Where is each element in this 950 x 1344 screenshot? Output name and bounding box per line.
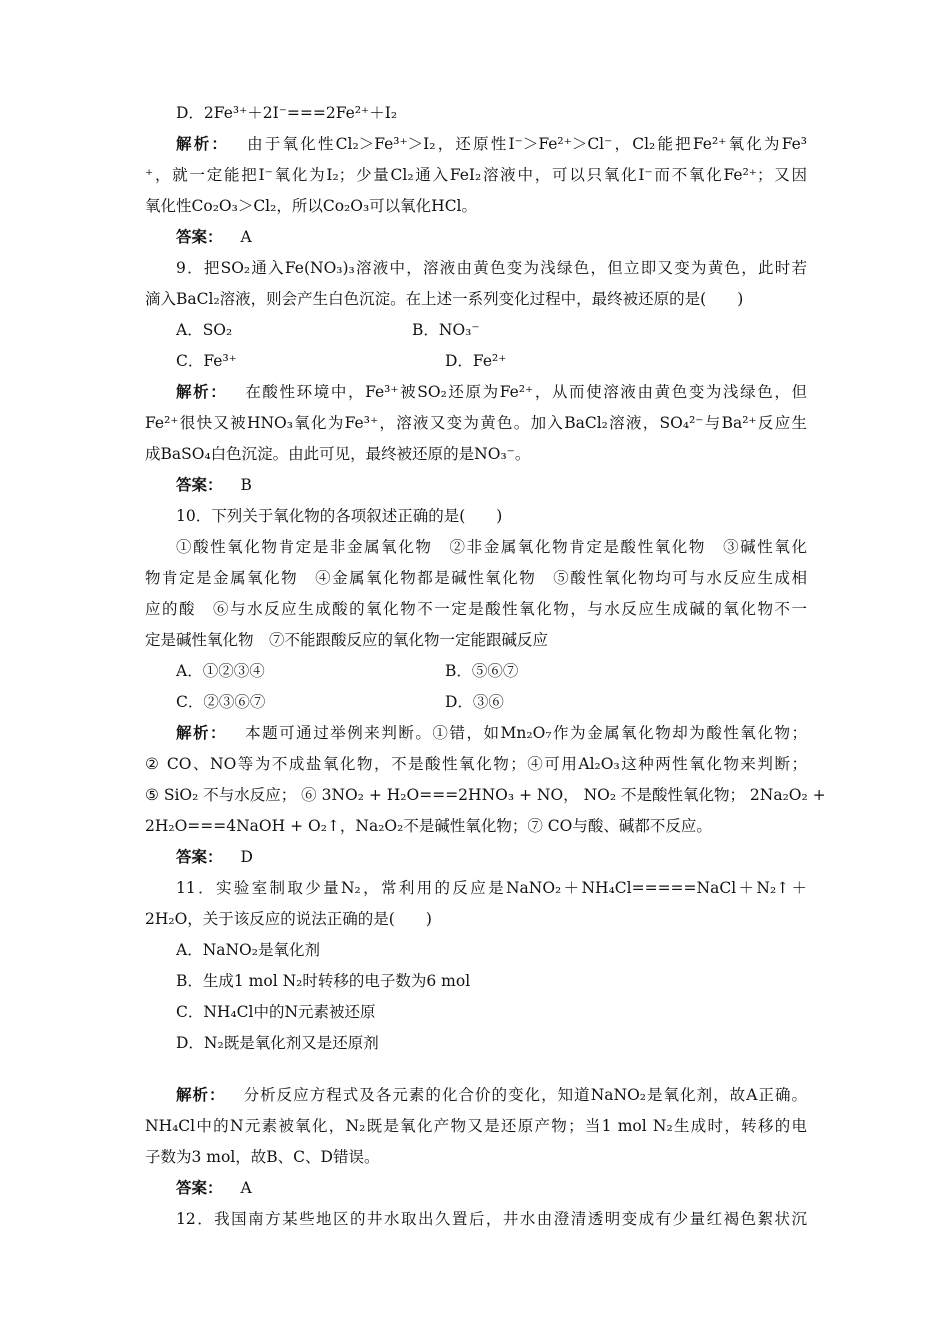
q10-option-b: B．⑤⑥⑦ (445, 662, 519, 680)
q12-stem-line-1: 12．我国南方某些地区的井水取出久置后，井水由澄清透明变成有少量红褐色絮状沉 (176, 1210, 807, 1228)
q10-options-cd (176, 687, 807, 717)
q10-analysis-line-2: ② CO、NO等为不成盐氧化物，不是酸性氧化物；④可用Al₂O₃这种两性氧化物来判断； (145, 755, 807, 773)
q9-analysis-line-3: 成BaSO₄白色沉淀。由此可见，最终被还原的是NO₃⁻。 (145, 445, 531, 463)
q9-option-a: A．SO₂ (176, 321, 233, 339)
analysis-label: 解析： (176, 723, 228, 742)
q9-options-ab (176, 315, 807, 345)
q9-answer: 答案： B (176, 475, 252, 494)
q9-stem-line-1: 9．把SO₂通入Fe(NO₃)₃溶液中，溶液由黄色变为浅绿色，但立即又变为黄色，此时若 (176, 259, 807, 277)
q11-option-c: C．NH₄Cl中的N元素被还原 (176, 1003, 376, 1021)
q11-analysis-line-1: 解析： 分析反应方程式及各元素的化合价的变化，知道NaNO₂是氧化剂，故A正确。 (176, 1085, 807, 1104)
q11-stem-line-1: 11．实验室制取少量N₂，常利用的反应是NaNO₂＋NH₄Cl=====NaCl＋N₂↑＋ (176, 879, 807, 897)
q10-option-c: C．②③⑥⑦ (176, 693, 266, 711)
q10-option-d: D．③⑥ (445, 693, 504, 711)
q9-option-d: D．Fe²⁺ (445, 352, 507, 370)
q11-option-b: B．生成1 mol N₂时转移的电子数为6 mol (176, 972, 471, 990)
q10-analysis-line-1: 解析： 本题可通过举例来判断。①错，如Mn₂O₇作为金属氧化物却为酸性氧化物； (176, 723, 807, 742)
q10-option-a: A．①②③④ (176, 662, 265, 680)
q10-statements-line-4: 定是碱性氧化物 ⑦不能跟酸反应的氧化物一定能跟碱反应 (145, 631, 549, 649)
answer-label: 答案： (176, 847, 223, 866)
q8-analysis-line-3: 氧化性Co₂O₃＞Cl₂，所以Co₂O₃可以氧化HCl。 (145, 197, 478, 215)
analysis-label: 解析： (176, 1085, 226, 1104)
q9-options-cd (176, 346, 807, 376)
q10-statements-line-1: ①酸性氧化物肯定是非金属氧化物 ②非金属氧化物肯定是酸性氧化物 ③碱性氧化 (176, 538, 807, 556)
q11-stem-line-2: 2H₂O，关于该反应的说法正确的是( ) (145, 910, 432, 928)
q10-analysis-line-3: ⑤ SiO₂ 不与水反应； ⑥ 3NO₂ + H₂O===2HNO₃ + NO， NO₂ 不是酸性氧化物； 2Na₂O₂ + (145, 786, 826, 804)
q8-analysis-line-1: 解析： 由于氧化性Cl₂＞Fe³⁺＞I₂，还原性I⁻＞Fe²⁺＞Cl⁻，Cl₂能把Fe²⁺氧化为Fe³ (176, 134, 807, 153)
q10-statements-line-2: 物肯定是金属氧化物 ④金属氧化物都是碱性氧化物 ⑤酸性氧化物均可与水反应生成相 (145, 569, 807, 587)
q9-analysis-line-1: 解析： 在酸性环境中，Fe³⁺被SO₂还原为Fe²⁺，从而使溶液由黄色变为浅绿色，但 (176, 382, 807, 401)
q9-option-c: C．Fe³⁺ (176, 352, 237, 370)
analysis-label: 解析： (176, 382, 228, 401)
q11-option-a: A．NaNO₂是氧化剂 (176, 941, 320, 959)
q9-stem-line-2: 滴入BaCl₂溶液，则会产生白色沉淀。在上述一系列变化过程中，最终被还原的是( ) (145, 290, 744, 308)
q10-answer: 答案： D (176, 847, 253, 866)
q11-answer: 答案： A (176, 1178, 252, 1197)
q9-analysis-line-2: Fe²⁺很快又被HNO₃氧化为Fe³⁺，溶液又变为黄色。加入BaCl₂溶液，SO₄²⁻与Ba²⁺反应生 (145, 414, 807, 432)
q8-answer: 答案： A (176, 227, 252, 246)
q10-options-ab (176, 656, 807, 686)
analysis-label: 解析： (176, 134, 230, 153)
q11-analysis-line-3: 子数为3 mol，故B、C、D错误。 (145, 1148, 380, 1166)
q11-option-d: D．N₂既是氧化剂又是还原剂 (176, 1034, 379, 1052)
answer-label: 答案： (176, 1178, 223, 1197)
answer-label: 答案： (176, 227, 223, 246)
q9-option-b: B．NO₃⁻ (412, 321, 480, 339)
q10-analysis-line-4: 2H₂O===4NaOH + O₂↑，Na₂O₂不是碱性氧化物；⑦ CO与酸、碱都不反应。 (145, 817, 712, 835)
q8-option-d: D．2Fe³⁺＋2I⁻===2Fe²⁺＋I₂ (176, 104, 398, 122)
answer-label: 答案： (176, 475, 223, 494)
q10-statements-line-3: 应的酸 ⑥与水反应生成酸的氧化物不一定是酸性氧化物，与水反应生成碱的氧化物不一 (145, 600, 807, 618)
q10-stem: 10．下列关于氧化物的各项叙述正确的是( ) (176, 507, 503, 525)
q11-analysis-line-2: NH₄Cl中的N元素被氧化，N₂既是氧化产物又是还原产物；当1 mol N₂生成时，转移的电 (145, 1117, 807, 1135)
q8-analysis-line-2: ⁺，就一定能把I⁻氧化为I₂；少量Cl₂通入FeI₂溶液中，可以只氧化I⁻而不氧化Fe²⁺；又因 (145, 166, 807, 184)
